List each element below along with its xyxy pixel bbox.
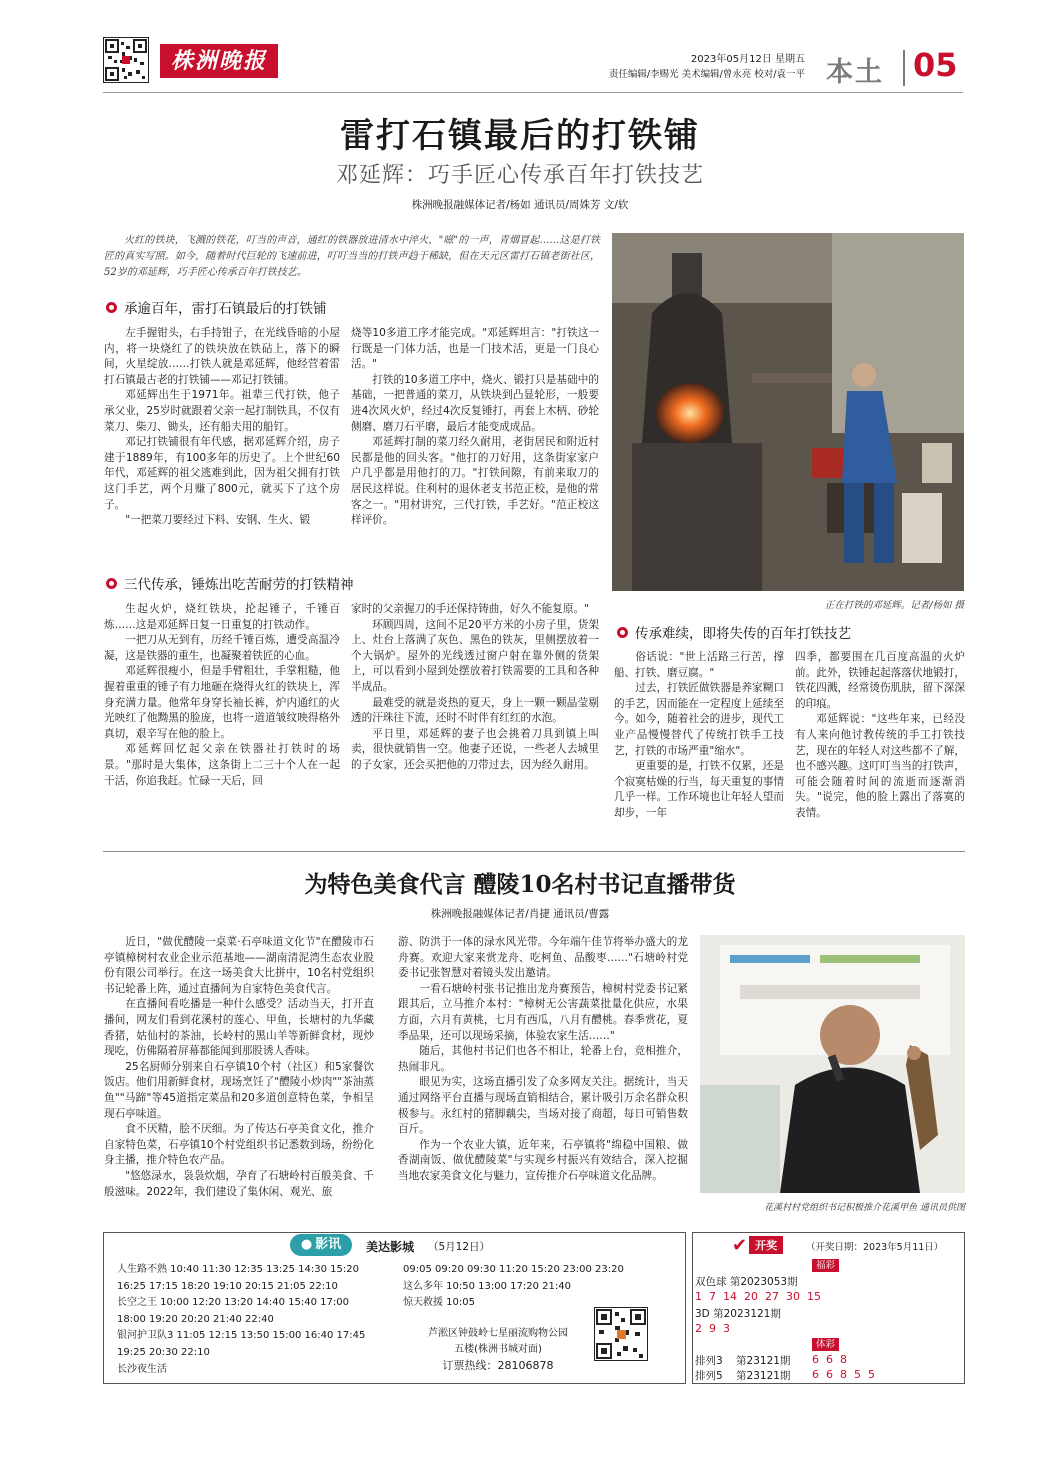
masthead-logo: 株洲晚报 — [160, 44, 278, 78]
section1-heading-text: 承逾百年，雷打石镇最后的打铁铺 — [124, 301, 327, 317]
paragraph: 四季，都要围在几百度高温的火炉前。此外，铁锤起起落落伏地锻打，铁花四溅，经常烫伤肌肤，留下深深的印痕。 — [795, 651, 965, 710]
section-bullet-icon — [106, 578, 117, 589]
cinema-address-line: 五楼(株洲书城对面) — [454, 1344, 542, 1355]
ssq-label: 双色球 第2023053期 — [695, 1276, 798, 1288]
article1-byline: 株洲晚报融媒体记者/杨如 通讯员/周姝芳 文/软 — [411, 199, 629, 211]
masthead-section-name: 本土 — [826, 57, 884, 88]
masthead-rule — [103, 92, 963, 93]
livestream-photo — [700, 935, 965, 1193]
lottery-tag — [732, 1236, 802, 1254]
cinema-title: 美达影城 — [366, 1240, 415, 1254]
section3-heading-text: 传承难续，即将失传的百年打铁技艺 — [635, 626, 851, 642]
checkmark-icon: ✔ — [732, 1234, 748, 1256]
paragraph: 平日里，邓延辉的妻子也会挑着刀具到镇上叫卖，很快就销售一空。他妻子还说，一些老人去城里的子女家，还会买把他的刀带过去，因为经久耐用。 — [351, 727, 599, 771]
paragraph: 邓延辉很瘦小，但是手臂粗壮，手掌粗糙，他握着重重的锤子有力地砸在烧得火红的铁块上，浑身充满力量。他常年身穿长袖长裤，炉内通红的火光映红了他黝黑的脸庞，也将一道道皱纹映得格外真切，艰辛写在他的脸上。 — [104, 665, 340, 740]
article1-subheadline: 邓延辉：巧手匠心传承百年打铁技艺 — [335, 163, 704, 188]
p3-label: 排列3 第23121期 — [695, 1355, 791, 1367]
article1-lead: 火红的铁块，飞溅的铁花，叮当的声音，通红的铁器放进清水中淬火，"嗞"的一声，青烟冒起……这是打铁匠的真实写照。如今，随着时代巨轮的飞速前进，叮叮当当的打铁声趋于稀缺，但在天元区雷打石镇老街社区，52岁的邓延辉，巧手匠心传承百年打铁技艺。 — [104, 235, 600, 278]
paragraph: "一把菜刀要经过下料、安钢、生火、锻 — [125, 514, 311, 527]
paragraph: 生起火炉，烧红铁块，抡起锤子，千锤百炼……这是邓延辉日复一日重复的打铁动作。 — [104, 603, 340, 631]
paragraph: 一看石塘岭村张书记推出龙舟赛预告，樟树村党委书记紧跟其后，立马推介本村："樟树无公害蔬菜批量化供应，水果方面，六月有黄桃，七月有西瓜，八月有醴桃。春季赏花，夏季品果，还可以现场采摘，体验农家生活……" — [398, 982, 688, 1042]
paragraph: 在直播间看吃播是一种什么感受？活动当天，打开直播间，网友们看到花溪村的莲心、甲鱼，长塘村的九华藏香猪，姑仙村的茶油，长岭村的黑山羊等新鲜食材，现炒现吃，仿佛隔着屏幕都能闻到那股诱人香味。 — [104, 998, 374, 1058]
film-reel-icon: ● — [300, 1237, 313, 1252]
article2-headline: 为特色美食代言 醴陵10名村书记直播带货 — [304, 871, 736, 898]
article2-byline: 株洲晚报融媒体记者/肖捷 通讯员/曹露 — [430, 908, 610, 920]
paragraph: 俗话说："世上活路三行苦，撑船、打铁、磨豆腐。" — [614, 651, 784, 679]
article-divider — [103, 851, 965, 852]
section1-col2 — [351, 326, 599, 529]
masthead-editors: 责任编辑/李赐光 美术编辑/曾永亮 校对/袁一平 — [608, 69, 805, 80]
schedule-line: 18:00 19:20 20:20 21:40 22:40 — [117, 1313, 274, 1325]
schedule-line: 长空之王 10:00 12:20 13:20 14:40 15:40 17:00 — [117, 1297, 349, 1309]
schedule-line: 09:05 09:20 09:30 11:20 15:20 23:00 23:20 — [403, 1264, 624, 1275]
fc3d-numbers: 2 9 3 — [695, 1322, 730, 1335]
schedule-line: 银河护卫队3 11:05 12:15 13:50 15:00 16:40 17:45 — [117, 1330, 366, 1342]
cinema-schedule-col1 — [117, 1262, 395, 1378]
paragraph: 一把刀从无到有，历经千锤百炼，遭受高温冷凝，这是铁器的重生，也凝聚着铁匠的心血。 — [104, 634, 340, 662]
section1-heading — [106, 297, 327, 317]
paragraph: 家时的父亲握刀的手还保持铸曲，好久不能复原。" — [351, 603, 589, 615]
article1-headline: 雷打石镇最后的打铁铺 — [340, 116, 700, 156]
paragraph: 邓延辉出生于1971年。祖辈三代打铁，他子承父业，25岁时就跟着父亲一起打制铁具，不仅有菜刀、柴刀、锄头，还有船夫用的船钉。 — [104, 389, 340, 433]
schedule-line: 人生路不熟 10:40 11:30 12:35 13:25 14:30 15:20 — [117, 1264, 359, 1275]
paragraph: 眼见为实，这场直播引发了众多网友关注。据统计，当天通过网络平台直播与现场直销相结合，累计吸引万余名群众积极参与。永红村的猪脚藕尖，当场对接了商超，每日可销售数百斤。 — [398, 1076, 688, 1136]
section1-col1 — [104, 326, 340, 529]
cinema-date: （5月12日） — [428, 1241, 491, 1253]
paragraph: 随后，其他村书记们也各不相让，轮番上台，竞相推介，热闹非凡。 — [398, 1045, 688, 1073]
paragraph: 游、防洪于一体的渌水风光带。今年端午佳节将举办盛大的龙舟赛。欢迎大家来赏龙舟、吃柯鱼、品酸枣……"石塘岭村党委书记张智慧对着镜头发出邀请。 — [398, 936, 688, 980]
schedule-line: 惊天救援 10:05 — [403, 1297, 475, 1309]
article2-col1 — [104, 935, 374, 1200]
section2-heading — [106, 573, 354, 593]
paragraph: 食不厌精，脍不厌细。为了传达石亭美食文化，推介自家特色菜，石亭镇10个村党组织书记悉数到场，纷纷化身主播，推介特色农产品。 — [104, 1123, 374, 1167]
masthead-qr-code — [103, 37, 149, 83]
schedule-line: 16:25 17:15 18:20 19:10 20:15 21:05 22:10 — [117, 1280, 338, 1292]
section2-col2 — [351, 602, 599, 774]
masthead-divider — [903, 50, 905, 86]
cinema-schedule-col2 — [403, 1262, 624, 1312]
p5-label: 排列5 第23121期 — [695, 1370, 791, 1382]
paragraph: 邓延辉打制的菜刀经久耐用，老街居民和附近村民都是他的回头客。"他打的刀好用，这条街家家户户几乎都是用他打的刀。"打铁间隙，有前来取刀的居民这样说。住利村的退休老支书范正校，是他的常客之一。"用材讲究，三代打铁，手艺好。"范正校这样评价。 — [351, 436, 599, 527]
paragraph: 近日，"做优醴陵一桌菜·石亭味道文化节"在醴陵市石亭镇樟树村农业企业示范基地——湖南清泥湾生态农业股份有限公司举行。在这一场美食大比拼中，10名村党组织书记轮番上阵，通过直播间为自家特色美食代言。 — [104, 936, 374, 995]
paragraph: 过去，打铁匠做铁器是养家糊口的手艺，因而能在一定程度上延续至今。如今，随着社会的进步，现代工业产品慢慢替代了传统打铁手工技艺，打铁的市场严重"缩水"。 — [614, 682, 784, 757]
blacksmith-photo-caption: 正在打铁的邓延辉。记者/杨如 摄 — [824, 600, 964, 611]
ssq-numbers: 1 7 14 20 27 30 15 — [695, 1290, 821, 1303]
livestream-photo-caption: 花溪村村党组织书记积极推介花溪甲鱼 通讯员供图 — [764, 1203, 965, 1213]
lottery-tag-text: 开奖 — [749, 1236, 783, 1254]
schedule-line: 长沙夜生活 — [117, 1363, 167, 1375]
paragraph: 最难受的就是炎热的夏天，身上一颗一颗晶莹剔透的汗珠往下流，还时不时伴有红红的水泡。 — [351, 696, 599, 725]
blacksmith-photo — [612, 233, 964, 591]
paragraph: 烧等10多道工序才能完成。"邓延辉坦言："打铁这一行既是一门体力活，也是一门技术活，更是一门良心活。" — [351, 327, 599, 371]
p3-numbers: 6 6 8 — [812, 1353, 847, 1366]
masthead-date: 2023年05月12日 星期五 — [690, 54, 805, 65]
paragraph: "悠悠渌水，袅袅炊烟，孕育了石塘岭村百般美食、千般滋味。2022年，我们建设了集休闲、观光、旅 — [104, 1169, 374, 1198]
paragraph: 邓延辉说："这些年来，已经没有人来向他讨教传统的手工打铁技艺，现在的年轻人对这些都不了解，也不感兴趣。这叮叮当当的打铁声，可能会随着时间的流逝而逐渐消失。"说完，他的脸上露出了落寞的表情。 — [795, 713, 965, 819]
cinema-tag — [290, 1234, 352, 1256]
masthead-page-number: 05 — [913, 46, 958, 84]
cinema-address — [408, 1326, 588, 1374]
cinema-hotline: 订票热线：28106878 — [442, 1359, 554, 1372]
paragraph: 25名厨师分别来自石亭镇10个村（社区）和5家餐饮饭店。他们用新鲜食材，现场烹饪了"醴陵小炒肉""茶油蒸鱼""马蹄"等45道指定菜品和20多道创意特色菜，争相呈现石亭味道。 — [104, 1060, 374, 1120]
cinema-qr-code — [594, 1307, 648, 1361]
paragraph: 环顾四周，这间不足20平方米的小房子里，货架上、灶台上落满了灰色、黑色的铁灰，里侧摆放着一个大锅炉。屋外的光线透过窗户射在靠外侧的货架上，可以看到小屋到处摆放着打铁需要的工具和各种半成品。 — [351, 618, 599, 693]
p5-numbers: 6 6 8 5 5 — [812, 1368, 875, 1381]
paragraph: 邓记打铁铺很有年代感，据邓延辉介绍，房子建于1889年，有100多年的历史了。上个世纪60年代，邓延辉的祖父逃难到此，因为祖父拥有打铁这门手艺，两个月赚了800元，就买下了这个房子。 — [104, 436, 340, 511]
section3-col2 — [795, 650, 965, 822]
section3-heading — [617, 622, 851, 642]
section-bullet-icon — [617, 627, 628, 638]
section-bullet-icon — [106, 302, 117, 313]
paragraph: 作为一个农业大镇，近年来，石亭镇将"绵稳中国粮、做香湖南饭、做优醴陵菜"与实现乡村振兴有效结合，深入挖掘当地农家美食文化与魅力，宣传推介石亭味道文化品牌。 — [398, 1138, 688, 1182]
lottery-draw-date: （开奖日期：2023年5月11日） — [806, 1242, 944, 1253]
paragraph: 邓延辉回忆起父亲在铁器社打铁时的场景。"那时是大集体，这条街上二三十个人在一起干活，你追我赶。忙碌一天后，回 — [104, 743, 340, 787]
sports-label: 体彩 — [812, 1338, 839, 1351]
paragraph: 打铁的10多道工序中，烧火、锻打只是基础中的基础，一把普通的菜刀，从铁块到凸显轮形，一般要进4次风火炉，经过4次反复锤打，再套上木柄、砂轮侧磨、磨刀石平磨，最后才能变成成品。 — [351, 373, 599, 433]
paragraph: 更重要的是，打铁不仅累，还是个寂寞枯燥的行当，每天重复的事情几乎一样。工作环境也让年轻人望而却步，一年 — [614, 760, 784, 819]
article2-col2 — [398, 935, 688, 1185]
section2-heading-text: 三代传承，锤炼出吃苦耐劳的打铁精神 — [124, 577, 354, 593]
schedule-line: 这么多年 10:50 13:00 17:20 21:40 — [403, 1280, 571, 1292]
schedule-line: 19:25 20:30 22:10 — [117, 1346, 210, 1358]
fc3d-label: 3D 第2023121期 — [695, 1308, 781, 1320]
cinema-tag-text: 影讯 — [315, 1237, 342, 1252]
section2-col1 — [104, 602, 340, 789]
paragraph: 左手握钳头，右手持钳子，在光线昏暗的小屋内，将一块烧红了的铁块放在铁砧上，落下的瞬间，火星绽放……打铁人就是邓延辉，他经营着雷打石镇最古老的打铁铺——邓记打铁铺。 — [104, 327, 340, 386]
welfare-label: 福彩 — [812, 1259, 839, 1272]
cinema-address-line: 芦淞区钟鼓岭七星丽流购物公园 — [428, 1328, 568, 1339]
section3-col1 — [614, 650, 784, 822]
